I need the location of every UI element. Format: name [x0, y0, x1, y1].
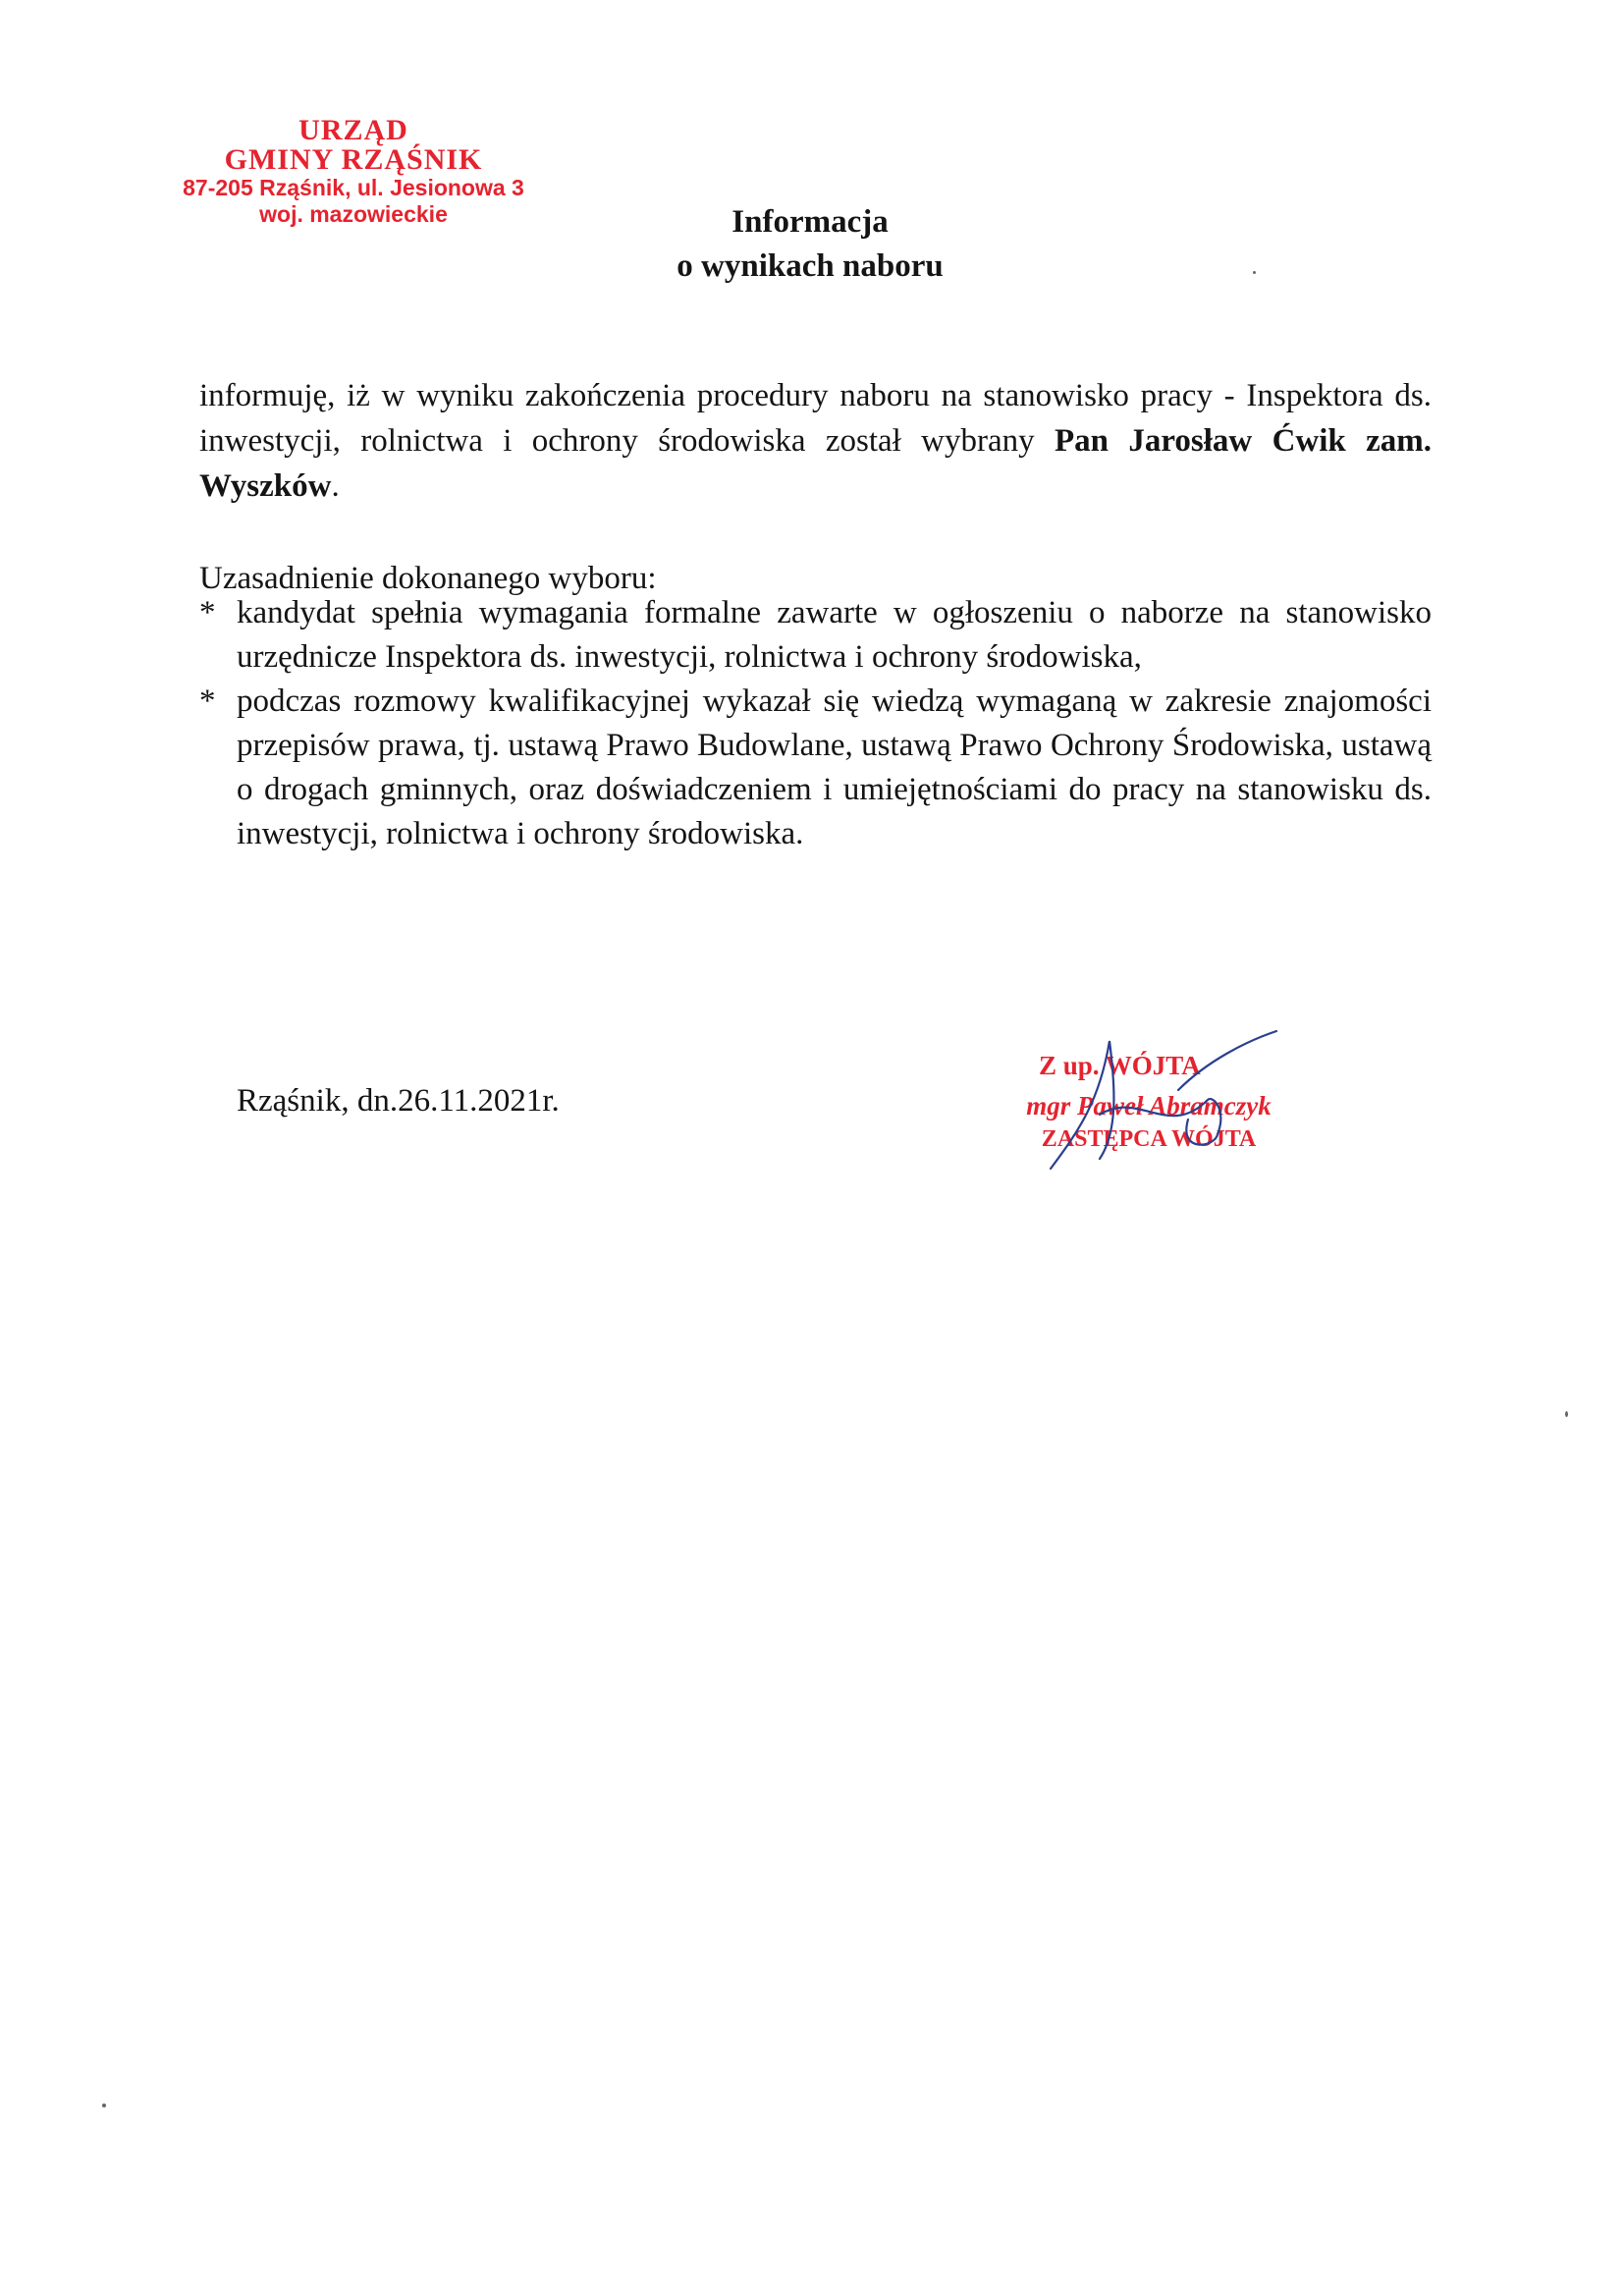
office-stamp	[167, 116, 540, 228]
stamp-line-office: URZĄD	[298, 114, 408, 146]
bullet-asterisk: *	[199, 595, 216, 630]
justification-label: Uzasadnienie dokonanego wyboru:	[199, 561, 657, 596]
bullet-asterisk: *	[199, 683, 216, 719]
place-and-date: Rząśnik, dn.26.11.2021r.	[237, 1083, 560, 1119]
handwritten-signature	[1041, 1021, 1296, 1178]
stamp-signatory-role: ZASTĘPCA WÓJTA	[1041, 1126, 1257, 1152]
title-line-2: o wynikach naboru	[677, 248, 944, 284]
stamp-line-municipality: GMINY RZĄŚNIK	[224, 143, 483, 176]
stamp-line-address: 87-205 Rząśnik, ul. Jesionowa 3	[183, 175, 524, 200]
document-title	[550, 200, 1070, 289]
result-period: .	[331, 468, 340, 504]
result-text: informuję, iż w wyniku zakończenia procedury naboru na stanowisko pracy - Inspektora ds. inwestycji, rolnictwa i ochrony środowiska został wybrany	[199, 378, 1432, 459]
list-item	[199, 591, 1432, 680]
justification-item-text: kandydat spełnia wymagania formalne zawarte w ogłoszeniu o naborze na stanowisko urzędnicze Inspektora ds. inwestycji, rolnictwa i ochrony środowiska,	[237, 595, 1432, 675]
stamp-line-voivodeship: woj. mazowieckie	[259, 201, 448, 227]
result-paragraph	[199, 373, 1432, 509]
signature-stroke	[1051, 1031, 1276, 1169]
title-line-1: Informacja	[731, 204, 889, 240]
justification-item-text: podczas rozmowy kwalifikacyjnej wykazał się wiedzą wymaganą w zakresie znajomości przepisów prawa, tj. ustawą Prawo Budowlane, ustawą Prawo Ochrony Środowiska, ustawą o drogach gminnych, oraz doświadczeniem i umiejętnościami do pracy na stanowisku ds. inwestycji, rolnictwa i ochrony środowiska.	[237, 683, 1432, 851]
list-item	[199, 680, 1432, 856]
scan-speck	[1253, 271, 1256, 274]
scan-speck	[1565, 1411, 1568, 1417]
justification-list	[199, 591, 1432, 856]
selected-candidate: Pan Jarosław Ćwik zam. Wyszków	[199, 423, 1432, 504]
stamp-on-behalf: Z up. WÓJTA	[1039, 1051, 1201, 1080]
stamp-signatory-name: mgr Paweł Abramczyk	[1026, 1091, 1272, 1121]
scan-speck	[102, 2104, 106, 2107]
